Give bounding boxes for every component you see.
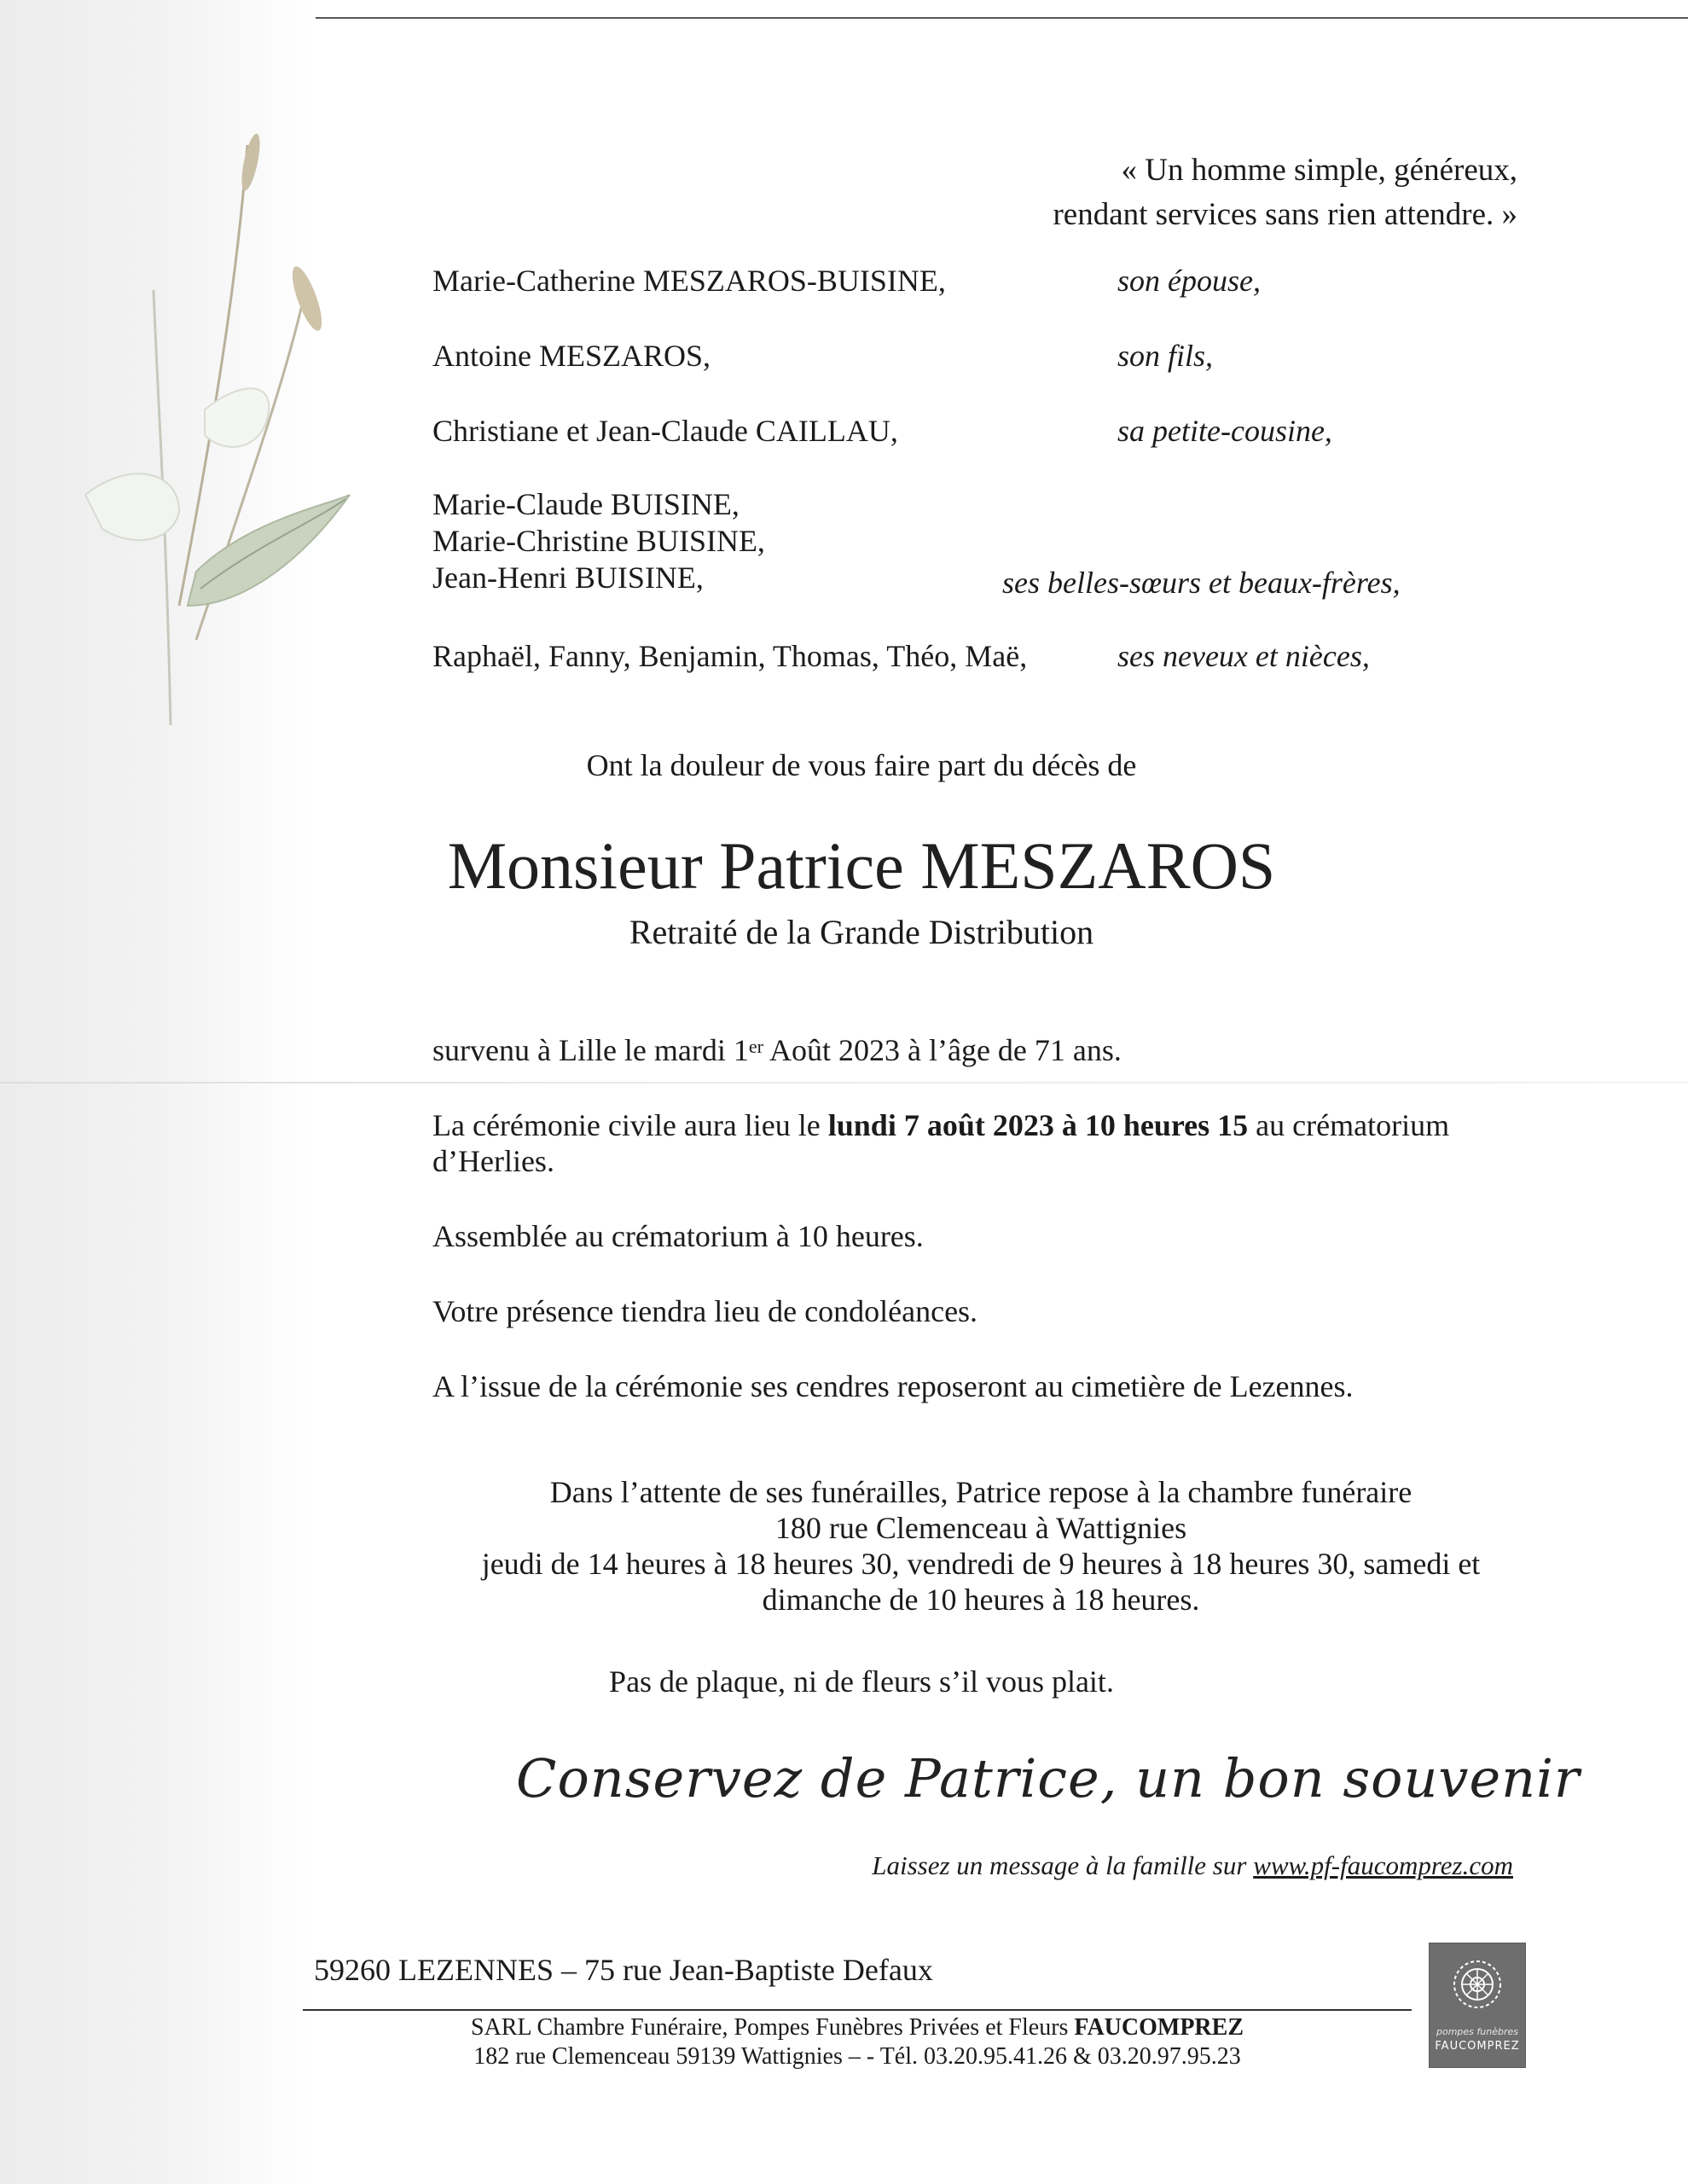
- family-name-nephews: Raphaël, Fanny, Benjamin, Thomas, Théo, Maë,: [432, 639, 1028, 673]
- ceremony-line-2: d’Herlies.: [432, 1144, 554, 1178]
- calla-lily-illustration: [51, 128, 358, 742]
- condolences-text: Votre présence tiendra lieu de condoléances.: [432, 1294, 978, 1328]
- wake-line-4: dimanche de 10 heures à 18 heures.: [762, 1583, 1200, 1617]
- family-name-inlaw-2: Marie-Christine BUISINE,: [432, 524, 765, 558]
- ceremony-intro: La cérémonie civile aura lieu le: [432, 1108, 828, 1142]
- death-text-before: survenu à Lille le mardi 1: [432, 1033, 749, 1067]
- announcement-text: Ont la douleur de vous faire part du décès de: [586, 748, 1137, 782]
- ashes-text: A l’issue de la cérémonie ses cendres reposeront au cimetière de Lezennes.: [432, 1369, 1354, 1403]
- lezennes-address: 59260 LEZENNES – 75 rue Jean-Baptiste Defaux: [314, 1953, 933, 1987]
- family-name-inlaw-3: Jean-Henri BUISINE,: [432, 561, 704, 595]
- death-notice: [432, 1032, 1122, 1068]
- company-contact: 182 rue Clemenceau 59139 Wattignies – - Tél. 03.20.95.41.26 & 03.20.97.95.23: [473, 2043, 1241, 2070]
- quote-line-1: « Un homme simple, généreux,: [1121, 153, 1517, 188]
- family-name-spouse: Marie-Catherine MESZAROS-BUISINE,: [432, 264, 946, 298]
- ceremony-after: au crématorium: [1248, 1108, 1450, 1142]
- logo-caption-small: pompes funèbres: [1436, 2026, 1518, 2037]
- faucomprez-logo: [1429, 1943, 1526, 2068]
- company-footer: [303, 2013, 1412, 2071]
- wake-information: [426, 1474, 1535, 1618]
- family-relation-inlaws: ses belles-sœurs et beaux-frères,: [1002, 566, 1401, 600]
- family-name-inlaw-1: Marie-Claude BUISINE,: [432, 487, 740, 521]
- assembly-text: Assemblée au crématorium à 10 heures.: [432, 1219, 924, 1253]
- wake-line-2: 180 rue Clemenceau à Wattignies: [774, 1511, 1187, 1545]
- family-relation-son: son fils,: [1117, 339, 1214, 373]
- website-link[interactable]: www.pf-faucomprez.com: [1253, 1850, 1513, 1880]
- deceased-profession: Retraité de la Grande Distribution: [629, 913, 1094, 951]
- wake-line-3: jeudi de 14 heures à 18 heures 30, vendredi de 9 heures à 18 heures 30, samedi et: [481, 1547, 1481, 1581]
- lily-flower-icon: [85, 388, 350, 606]
- wake-line-1: Dans l’attente de ses funérailles, Patrice repose à la chambre funéraire: [549, 1475, 1412, 1509]
- deceased-name: Monsieur Patrice MESZAROS: [447, 828, 1276, 903]
- family-relation-cousin: sa petite-cousine,: [1117, 414, 1332, 448]
- ceremony-datetime: lundi 7 août 2023 à 10 heures 15: [827, 1108, 1249, 1142]
- message-text: Laissez un message à la famille sur: [872, 1850, 1254, 1880]
- company-prefix: SARL Chambre Funéraire, Pompes Funèbres Privées et Fleurs: [471, 2014, 1075, 2041]
- closing-message: Conservez de Patrice, un bon souvenir: [516, 1747, 1581, 1809]
- epitaph-quote: [1053, 148, 1517, 237]
- rosette-icon: [1452, 1959, 1503, 2010]
- online-message-line: [872, 1850, 1513, 1882]
- logo-caption: FAUCOMPREZ: [1435, 2040, 1520, 2053]
- no-flowers-text: Pas de plaque, ni de fleurs s’il vous plait.: [609, 1664, 1114, 1699]
- company-line: [303, 2013, 1412, 2042]
- family-relation-spouse: son épouse,: [1117, 264, 1261, 298]
- family-name-son: Antoine MESZAROS,: [432, 339, 711, 373]
- death-superscript: er: [748, 1036, 763, 1057]
- paper-fold-line: [0, 1082, 1688, 1083]
- footer-divider: [303, 2009, 1412, 2011]
- death-text-after: Août 2023 à l’âge de 71 ans.: [763, 1033, 1122, 1067]
- quote-line-2: rendant services sans rien attendre. »: [1053, 197, 1517, 232]
- family-name-cousin: Christiane et Jean-Claude CAILLAU,: [432, 414, 898, 448]
- ceremony-line-1: [432, 1107, 1449, 1143]
- company-name: FAUCOMPREZ: [1074, 2014, 1244, 2041]
- family-relation-nephews: ses neveux et nièces,: [1117, 639, 1370, 673]
